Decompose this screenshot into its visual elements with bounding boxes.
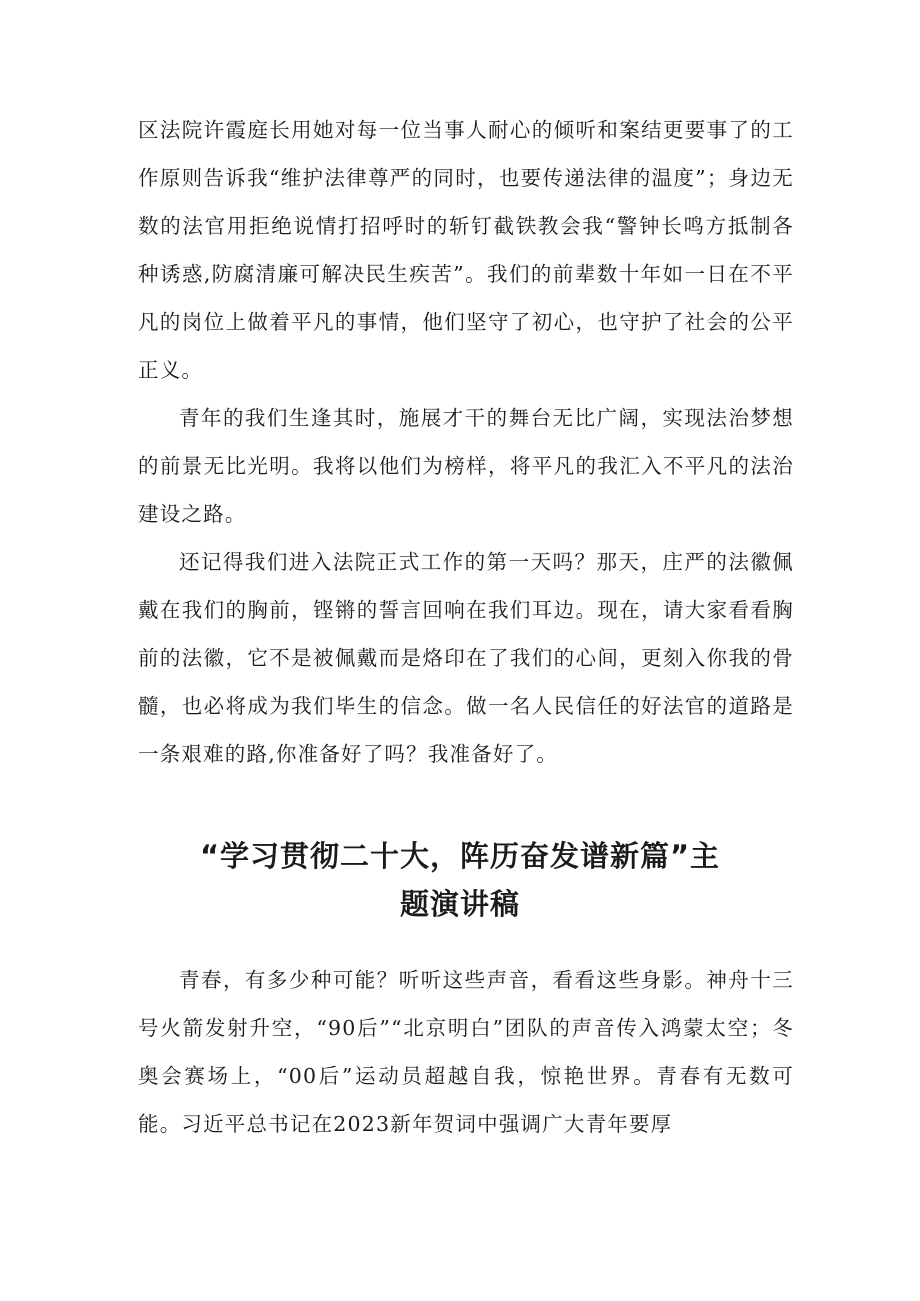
paragraph-continued: 区法院许霞庭长用她对每一位当事人耐心的倾听和案结更要事了的工作原则告诉我“维护法律尊严的同时，也要传递法律的温度”；身边无数的法官用拒绝说情打招呼时的斩钉截铁教会我“警钟长鸣方抵制各种诱惑,防腐清廉可解决民生疾苦”。我们的前辈数十年如一日在不平凡的岗位上做着平凡的事情，他们坚守了初心，也守护了社会的公平正义。 (138, 118, 794, 382)
body-section-2 (138, 956, 794, 1148)
speech-title-line-2: 题演讲稿 (399, 887, 520, 921)
paragraph-youth: 青年的我们生逢其时，施展才干的舞台无比广阔，实现法治梦想的前景无比光明。我将以他们为榜样，将平凡的我汇入不平凡的法治建设之路。 (138, 406, 794, 526)
speech-title-line-1: “学习贯彻二十大，阵历奋发谱新篇”主 (199, 839, 721, 873)
body-section-1 (138, 106, 794, 778)
paragraph-oath: 还记得我们进入法院正式工作的第一天吗？那天，庄严的法徽佩戴在我们的胸前，铿锵的誓言回响在我们耳边。现在，请大家看看胸前的法徽，它不是被佩戴而是烙印在了我们的心间，更刻入你我的骨髓，也必将成为我们毕生的信念。做一名人民信任的好法官的道路是一条艰难的路,你准备好了吗？我准备好了。 (138, 550, 794, 766)
speech-title (140, 832, 780, 928)
paragraph-youth-possibilities: 青春，有多少种可能？听听这些声音，看看这些身影。神舟十三号火箭发射升空，“90后”“北京明白”团队的声音传入鸿蒙太空；冬奥会赛场上，“00后”运动员超越自我，惊艳世界。青春有无数可能。习近平总书记在2023新年贺词中强调广大青年要厚 (138, 968, 794, 1136)
